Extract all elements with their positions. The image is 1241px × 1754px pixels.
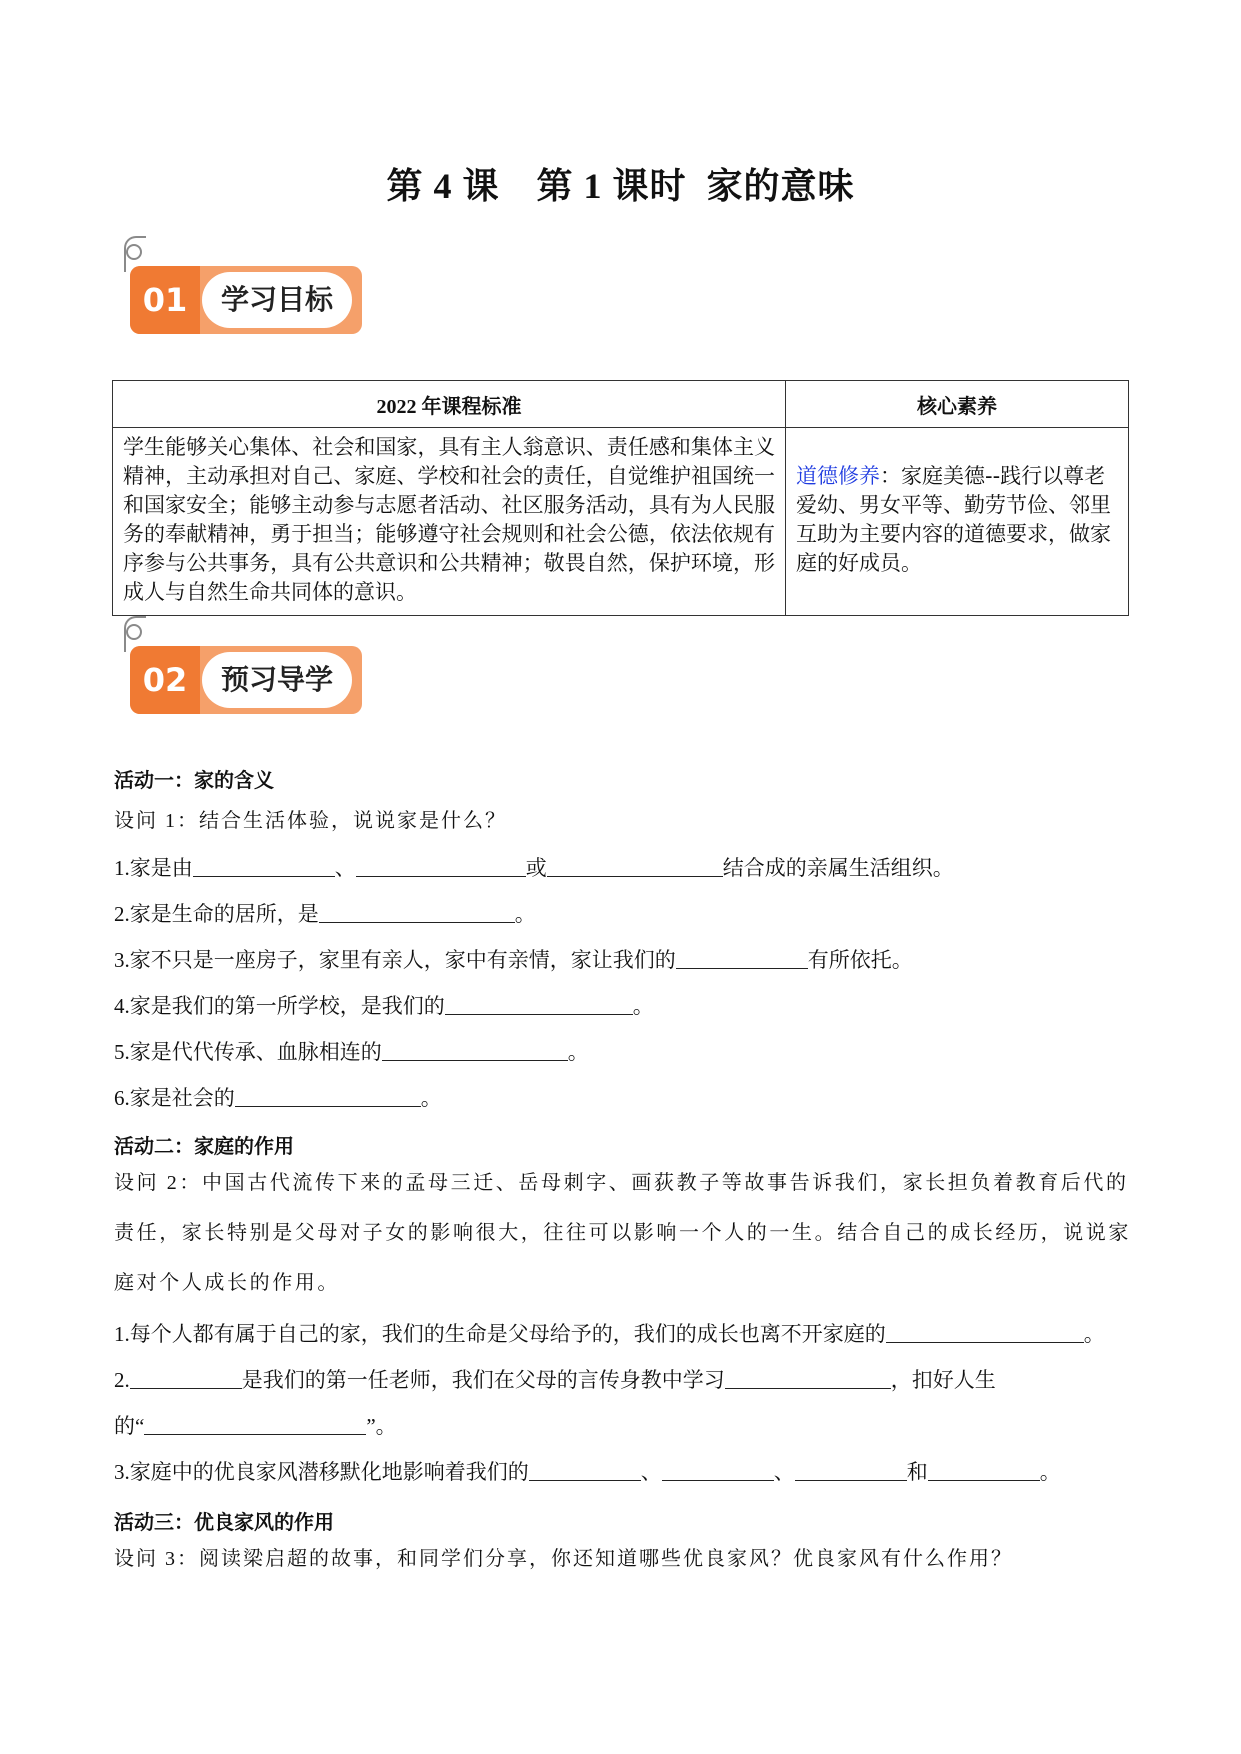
fill-line: 3.家庭中的优良家风潜移默化地影响着我们的 、 、 和 。	[114, 1460, 1061, 1484]
blank-field[interactable]	[886, 1320, 1084, 1343]
core-literacy-label: 道德修养	[796, 463, 880, 488]
section-label: 学习目标	[202, 272, 352, 328]
fill-line: 1.每个人都有属于自己的家，我们的生命是父母给予的，我们的成长也离不开家庭的 。	[114, 1322, 1105, 1346]
blank-field[interactable]	[445, 992, 633, 1015]
core-literacy-cell	[786, 428, 1129, 616]
fill-line: 3.家不只是一座房子，家里有亲人，家中有亲情，家让我们的 有所依托。	[114, 948, 913, 972]
activity-heading: 活动二：家庭的作用	[114, 1134, 294, 1158]
blank-field[interactable]	[928, 1458, 1040, 1481]
core-literacy-text: ：家庭美德--践行以尊老爱幼、男女平等、勤劳节俭、邻里互助为主要内容的道德要求，做家庭的好成员。	[796, 463, 1111, 575]
fill-line: 5.家是代代传承、血脉相连的 。	[114, 1040, 589, 1064]
table-header-core-literacy: 核心素养	[786, 381, 1129, 428]
blank-field[interactable]	[235, 1084, 421, 1107]
blank-field[interactable]	[382, 1038, 568, 1061]
question-text: 设问 2：中国古代流传下来的孟母三迁、岳母刺字、画荻教子等故事告诉我们，家长担负着教育后代的责任，家长特别是父母对子女的影响很大，往往可以影响一个人的一生。结合自己的成长经历，说说家庭对个人成长的作用。	[114, 1172, 1131, 1294]
activity-heading: 活动三：优良家风的作用	[114, 1510, 334, 1534]
fill-line: 6.家是社会的 。	[114, 1086, 442, 1110]
ribbon-loop-icon	[126, 244, 142, 260]
fill-line: 1.家是由 、 或 结合成的亲属生活组织。	[114, 856, 954, 880]
section-number: 01	[130, 266, 200, 334]
blank-field[interactable]	[356, 854, 526, 877]
blank-field[interactable]	[529, 1458, 641, 1481]
page-title: 第 4 课 第 1 课时 家的意味	[386, 166, 855, 206]
fill-line: 2.家是生命的居所，是 。	[114, 902, 536, 926]
section-badge-preview-guide	[120, 616, 380, 706]
table-header-standard: 2022 年课程标准	[113, 381, 786, 428]
standard-text: 学生能够关心集体、社会和国家，具有主人翁意识、责任感和集体主义精神，主动承担对自己、家庭、学校和社会的责任，自觉维护祖国统一和国家安全；能够主动参与志愿者活动、社区服务活动，具有为人民服务的奉献精神，勇于担当；能够遵守社会规则和社会公德，依法依规有序参与公共事务，具有公共意识和公共精神；敬畏自然，保护环境，形成人与自然生命共同体的意识。	[113, 428, 786, 616]
ribbon-loop-icon	[126, 624, 142, 640]
question-text: 设问 3：阅读梁启超的故事，和同学们分享，你还知道哪些优良家风？优良家风有什么作用？	[114, 1548, 1013, 1570]
question-text: 设问 1：结合生活体验，说说家是什么？	[114, 810, 507, 832]
blank-field[interactable]	[547, 854, 723, 877]
blank-field[interactable]	[676, 946, 808, 969]
section-badge-learning-goals	[120, 236, 380, 326]
fill-line: 2. 是我们的第一任老师，我们在父母的言传身教中学习 ，扣好人生	[114, 1368, 996, 1392]
blank-field[interactable]	[319, 900, 515, 923]
blank-field[interactable]	[795, 1458, 907, 1481]
blank-field[interactable]	[144, 1412, 366, 1435]
section-label: 预习导学	[202, 652, 352, 708]
fill-line: 的“ ”。	[114, 1414, 397, 1438]
fill-line: 4.家是我们的第一所学校，是我们的 。	[114, 994, 654, 1018]
blank-field[interactable]	[193, 854, 335, 877]
activity-heading: 活动一：家的含义	[114, 768, 274, 792]
blank-field[interactable]	[130, 1366, 242, 1389]
section-number: 02	[130, 646, 200, 714]
blank-field[interactable]	[662, 1458, 774, 1481]
blank-field[interactable]	[725, 1366, 891, 1389]
standards-table	[112, 380, 1129, 616]
